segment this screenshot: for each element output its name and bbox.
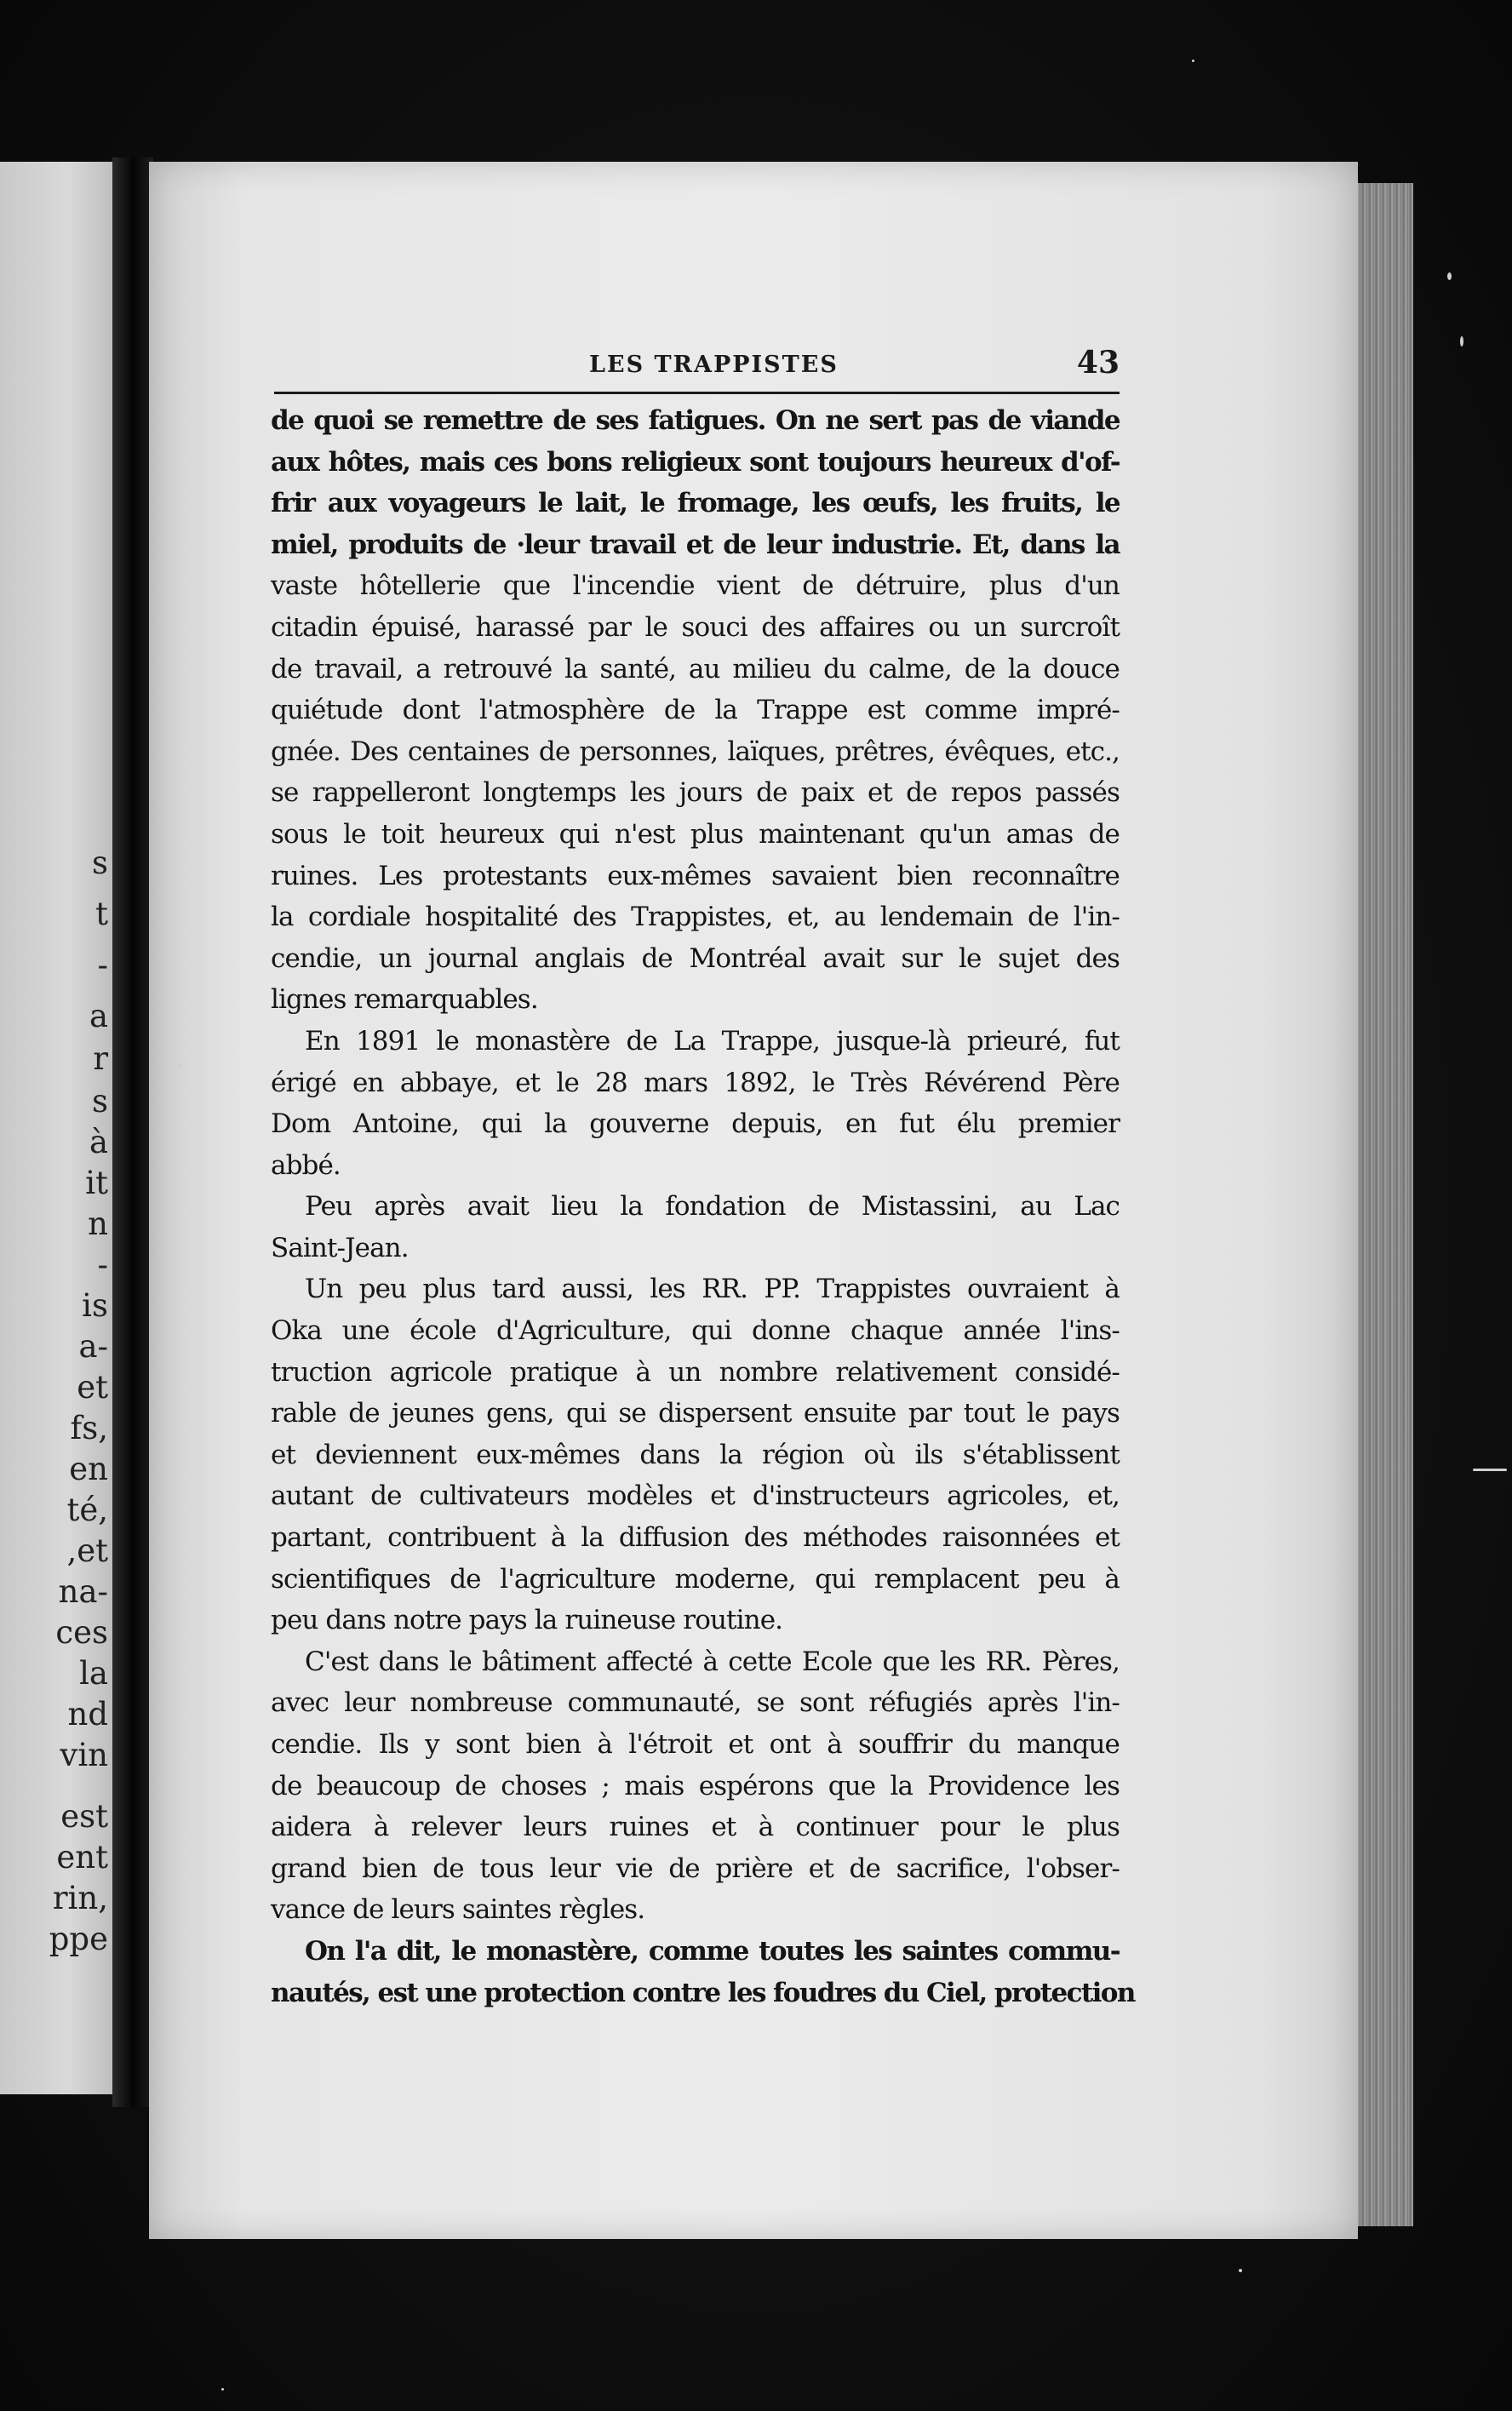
left-fragment: r	[93, 1040, 108, 1077]
left-fragment: nd	[67, 1696, 108, 1732]
text-line: citadin épuisé, harassé par le souci des affaires ou un surcroît	[271, 611, 1120, 643]
text-line: lignes remarquables.	[271, 984, 538, 1016]
left-fragment: et	[77, 1369, 108, 1406]
scan-dust	[1473, 1469, 1507, 1471]
left-fragment: ces	[55, 1614, 108, 1651]
left-fragment: ent	[56, 1839, 108, 1876]
left-fragment: rin,	[52, 1880, 108, 1916]
left-fragment: is	[82, 1287, 108, 1324]
text-line: peu dans notre pays la ruineuse routine.	[271, 1605, 783, 1636]
left-fragment: it	[85, 1165, 108, 1201]
left-fragment: a	[89, 998, 108, 1034]
text-line: autant de cultivateurs modèles et d'instructeurs agricoles, et,	[271, 1480, 1120, 1512]
scan-dust	[179, 1064, 182, 1068]
text-line: En 1891 le monastère de La Trappe, jusque-là prieuré, fut	[305, 1025, 1120, 1057]
text-line: quiétude dont l'atmosphère de la Trappe est comme impré-	[271, 695, 1120, 726]
left-fragment: n	[88, 1206, 108, 1242]
text-line: grand bien de tous leur vie de prière et de sacrifice, l'obser-	[271, 1853, 1120, 1884]
page-number: 43	[1076, 345, 1120, 381]
scan-dust	[1447, 272, 1452, 280]
text-line: Saint-Jean.	[271, 1232, 409, 1263]
left-facing-page	[0, 162, 115, 2094]
text-line: aux hôtes, mais ces bons religieux sont toujours heureux d'of-	[271, 446, 1120, 478]
text-line: vance de leurs saintes règles.	[271, 1894, 645, 1926]
running-head	[274, 345, 1120, 387]
text-line: cendie, un journal anglais de Montréal avait sur le sujet des	[271, 942, 1120, 974]
text-line: Un peu plus tard aussi, les RR. PP. Trappistes ouvraient à	[305, 1274, 1120, 1305]
left-fragment: ppe	[49, 1921, 108, 1957]
text-line: truction agricole pratique à un nombre relativement considé-	[271, 1356, 1120, 1388]
text-line: cendie. Ils y sont bien à l'étroit et ont à souffrir du manque	[271, 1729, 1120, 1760]
text-line: de travail, a retrouvé la santé, au milieu du calme, de la douce	[271, 653, 1120, 684]
text-line: de quoi se remettre de ses fatigues. On ne sert pas de viande	[271, 405, 1120, 436]
left-fragment: t	[95, 896, 108, 932]
text-line: avec leur nombreuse communauté, se sont réfugiés après l'in-	[271, 1687, 1120, 1719]
scan-dust	[1460, 336, 1463, 346]
text-line: se rappelleront longtemps les jours de paix et de repos passés	[271, 777, 1120, 809]
text-line: rable de jeunes gens, qui se dispersent ensuite par tout le pays	[271, 1398, 1120, 1429]
text-line: C'est dans le bâtiment affecté à cette Ecole que les RR. Pères,	[305, 1646, 1120, 1677]
text-line: gnée. Des centaines de personnes, laïques, prêtres, évêques, etc.,	[271, 736, 1120, 767]
text-line: scientifiques de l'agriculture moderne, qui remplacent peu à	[271, 1563, 1120, 1595]
left-fragment: -	[97, 947, 108, 983]
left-fragment: vin	[60, 1737, 108, 1773]
left-fragment: ,et	[66, 1532, 108, 1569]
text-line: aidera à relever leurs ruines et à continuer pour le plus	[271, 1812, 1120, 1843]
text-line: érigé en abbaye, et le 28 mars 1892, le Très Révérend Père	[271, 1067, 1120, 1098]
text-line: de beaucoup de choses ; mais espérons que la Providence les	[271, 1770, 1120, 1801]
text-line: abbé.	[271, 1149, 341, 1181]
body-text	[271, 400, 1135, 2013]
text-line: Oka une école d'Agriculture, qui donne chaque année l'ins-	[271, 1315, 1120, 1347]
text-line: la cordiale hospitalité des Trappistes, et, au lendemain de l'in-	[271, 902, 1120, 933]
text-line: ruines. Les protestants eux-mêmes savaient bien reconnaître	[271, 860, 1120, 891]
scan-dust	[221, 2388, 224, 2391]
left-fragment: fs,	[70, 1410, 108, 1446]
left-fragment: -	[97, 1246, 108, 1283]
left-fragment: s	[92, 845, 108, 881]
text-line: nautés, est une protection contre les foudres du Ciel, protection	[271, 1977, 1135, 2008]
scan-dust	[1192, 60, 1194, 62]
left-fragment: na-	[58, 1573, 108, 1610]
text-line: Peu après avait lieu la fondation de Mistassini, au Lac	[305, 1191, 1120, 1223]
text-line: miel, produits de ·leur travail et de leur industrie. Et, dans la	[271, 529, 1120, 560]
scan-dust	[1239, 2269, 1242, 2272]
text-line: sous le toit heureux qui n'est plus maintenant qu'un amas de	[271, 818, 1120, 850]
left-fragment: la	[79, 1655, 108, 1692]
left-fragment: a-	[78, 1328, 108, 1365]
text-line: vaste hôtellerie que l'incendie vient de détruire, plus d'un	[271, 570, 1120, 602]
book-gutter-shadow	[112, 157, 153, 2107]
text-line: et deviennent eux-mêmes dans la région où ils s'établissent	[271, 1439, 1120, 1470]
text-line: partant, contribuent à la diffusion des méthodes raisonnées et	[271, 1522, 1120, 1554]
header-rule	[274, 392, 1120, 394]
left-fragment: s	[92, 1083, 108, 1120]
running-title: LES TRAPPISTES	[589, 352, 839, 378]
text-line: On l'a dit, le monastère, comme toutes les saintes commu-	[305, 1935, 1120, 1967]
text-line: frir aux voyageurs le lait, le fromage, les œufs, les fruits, le	[271, 488, 1120, 519]
left-fragment: à	[89, 1124, 108, 1160]
page-edge-stack	[1354, 183, 1413, 2226]
left-fragment: est	[60, 1798, 108, 1835]
text-line: Dom Antoine, qui la gouverne depuis, en fut élu premier	[271, 1108, 1120, 1140]
left-fragment: en	[69, 1451, 108, 1487]
left-fragment: té,	[66, 1492, 108, 1528]
